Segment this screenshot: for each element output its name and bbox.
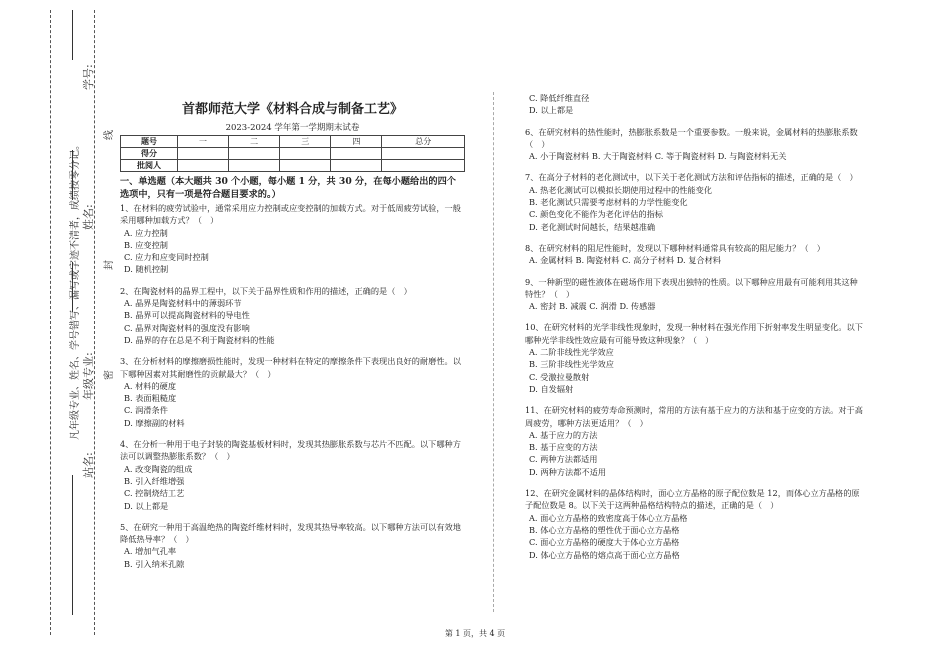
- question-gap: [525, 267, 865, 276]
- question: [120, 355, 465, 429]
- question-stem: 8、在研究材料的阻尼性能时，发现以下哪种材料通常具有较高的阻尼能力？（ ）: [525, 242, 825, 253]
- answer-option[interactable]: C. 润滑条件: [124, 405, 168, 416]
- answer-option[interactable]: C. 控制烧结工艺: [124, 488, 185, 499]
- question: [525, 321, 865, 395]
- page-footer: 第 1 页，共 4 页: [444, 629, 506, 638]
- answer-option[interactable]: D. 晶界的存在总是不利于陶瓷材料的性能: [124, 334, 275, 345]
- question: [525, 276, 865, 313]
- question: [120, 202, 465, 276]
- question: [120, 285, 465, 346]
- grader-cell[interactable]: [382, 160, 465, 172]
- answer-option[interactable]: A. 密封 B. 减震 C. 润滑 D. 传感器: [529, 301, 656, 312]
- question-stem: 5、在研究一种用于高温绝热的陶瓷纤维材料时，发现其热导率较高。以下哪种方法可以有效地降低热导率？（ ）: [120, 521, 461, 545]
- question-gap: [120, 346, 465, 355]
- score-cell[interactable]: [382, 148, 465, 160]
- score-table: [120, 135, 465, 172]
- score-header-cell: 三: [280, 136, 331, 148]
- score-row-label: 得分: [121, 148, 178, 160]
- score-table-header: [121, 136, 465, 148]
- score-header-cell: 总分: [382, 136, 465, 148]
- answer-option[interactable]: A. 增加气孔率: [124, 546, 177, 557]
- answer-option[interactable]: A. 基于应力的方法: [529, 429, 598, 440]
- label-site: 站名:: [82, 452, 95, 478]
- question-gap: [525, 117, 865, 126]
- answer-option[interactable]: D. 以上都是: [124, 500, 169, 511]
- answer-option[interactable]: D. 老化测试时间越长，结果越准确: [529, 221, 656, 232]
- answer-option[interactable]: C. 面心立方晶格的硬度大于体心立方晶格: [529, 537, 680, 548]
- answer-option[interactable]: B. 晶界可以提高陶瓷材料的导电性: [124, 310, 250, 321]
- question: [525, 487, 865, 561]
- answer-option[interactable]: B. 引入纤维增强: [124, 475, 185, 486]
- answer-option[interactable]: B. 引入纳米孔隙: [124, 558, 185, 569]
- question-stem: 6、在研究材料的热性能时，热膨胀系数是一个重要参数。一般来说，金属材料的热膨胀系数（ ）: [525, 126, 858, 149]
- grader-cell[interactable]: [178, 160, 229, 172]
- question: [525, 92, 865, 117]
- binding-instruction: 凡年级专业、姓名、学号错写、漏写或字迹不清者，成绩按零分记。: [70, 140, 81, 440]
- question-gap: [525, 312, 865, 321]
- seal-mark-secret: 密: [104, 370, 115, 380]
- answer-option[interactable]: D. 两种方法都不适用: [529, 466, 606, 477]
- score-header-cell: 题号: [121, 136, 178, 148]
- binding-margin: [0, 0, 115, 672]
- grader-cell[interactable]: [229, 160, 280, 172]
- student-id-underline: [72, 10, 73, 60]
- exam-title: 首都师范大学《材料合成与制备工艺》: [181, 102, 403, 117]
- question: [120, 438, 465, 512]
- question-gap: [120, 512, 465, 521]
- label-major: 年级专业:: [82, 352, 95, 400]
- exam-subtitle: 2023-2024 学年第一学期期末试卷: [225, 123, 360, 133]
- answer-option[interactable]: B. 体心立方晶格的塑性优于面心立方晶格: [529, 524, 680, 535]
- question-stem: 4、在分析一种用于电子封装的陶瓷基板材料时，发现其热膨胀系数与芯片不匹配。以下哪种方法可以调整热膨胀系数？（ ）: [120, 439, 461, 462]
- left-column: [120, 92, 465, 570]
- question-stem: 10、在研究材料的光学非线性现象时，发现一种材料在强光作用下折射率发生明显变化。以下哪种光学非线性效应最有可能导致这种现象？（ ）: [525, 322, 863, 345]
- binding-dash-line: [94, 10, 95, 635]
- answer-option[interactable]: D. 摩擦副的材料: [124, 417, 185, 428]
- answer-option[interactable]: D. 随机控制: [124, 264, 169, 275]
- score-cell[interactable]: [178, 148, 229, 160]
- label-name: 姓名:: [82, 204, 95, 230]
- question-stem: 11、在研究材料的疲劳寿命预测时，常用的方法有基于应力的方法和基于应变的方法。对于高周疲劳，哪种方法更适用？（ ）: [525, 405, 863, 428]
- answer-option[interactable]: C. 降低纤维直径: [529, 93, 590, 103]
- site-underline: [72, 475, 73, 615]
- seal-mark-seal: 封: [104, 260, 115, 270]
- question: [525, 242, 865, 267]
- answer-option[interactable]: A. 改变陶瓷的组成: [124, 463, 193, 474]
- question: [120, 521, 465, 570]
- question-gap: [525, 395, 865, 404]
- answer-option[interactable]: C. 晶界对陶瓷材料的强度没有影响: [124, 322, 250, 333]
- question-stem: 1、在材料的疲劳试验中，通常采用应力控制或应变控制的加载方式。对于低周疲劳试验，一般采用哪种加载方式？（ ）: [120, 203, 461, 226]
- grader-cell[interactable]: [331, 160, 382, 172]
- answer-option[interactable]: A. 热老化测试可以模拟长期使用过程中的性能变化: [529, 184, 713, 195]
- answer-option[interactable]: A. 二阶非线性光学效应: [529, 347, 614, 358]
- answer-option[interactable]: C. 颜色变化不能作为老化评估的指标: [529, 209, 663, 220]
- answer-option[interactable]: D. 自发辐射: [529, 383, 574, 394]
- score-cell[interactable]: [331, 148, 382, 160]
- answer-option[interactable]: D. 以上都是: [529, 105, 574, 116]
- answer-option[interactable]: B. 老化测试只需要考虑材料的力学性能变化: [529, 197, 688, 208]
- grader-cell[interactable]: [280, 160, 331, 172]
- left-question-list: [120, 202, 465, 570]
- column-divider: [493, 92, 494, 612]
- answer-option[interactable]: B. 应变控制: [124, 239, 168, 250]
- question-gap: [525, 233, 865, 242]
- question-gap: [120, 429, 465, 438]
- question: [525, 171, 865, 232]
- question: [525, 126, 865, 163]
- score-cell[interactable]: [229, 148, 280, 160]
- answer-option[interactable]: A. 应力控制: [124, 227, 168, 238]
- seal-mark-line: 线: [104, 130, 115, 140]
- answer-option[interactable]: C. 两种方法都适用: [529, 454, 598, 465]
- answer-option[interactable]: C. 受激拉曼散射: [529, 371, 590, 382]
- score-row: [121, 148, 465, 160]
- answer-option[interactable]: B. 基于应变的方法: [529, 442, 598, 453]
- score-header-cell: 一: [178, 136, 229, 148]
- question-stem: 2、在陶瓷材料的晶界工程中，以下关于晶界性质和作用的描述，正确的是（ ）: [120, 285, 412, 296]
- answer-option[interactable]: D. 体心立方晶格的熔点高于面心立方晶格: [529, 549, 680, 560]
- question-gap: [525, 162, 865, 171]
- answer-option[interactable]: A. 面心立方晶格的致密度高于体心立方晶格: [529, 512, 688, 523]
- answer-option[interactable]: A. 晶界是陶瓷材料中的薄弱环节: [124, 298, 242, 309]
- grader-row: [121, 160, 465, 172]
- score-cell[interactable]: [280, 148, 331, 160]
- right-question-list: [525, 92, 865, 561]
- answer-option[interactable]: B. 表面粗糙度: [124, 393, 177, 404]
- answer-option[interactable]: A. 材料的硬度: [124, 380, 177, 391]
- question-stem: 9、一种新型的磁性液体在磁场作用下表现出独特的性质。以下哪种应用最有可能利用其这种特性？（ ）: [525, 276, 858, 299]
- question-stem: 12、在研究金属材料的晶体结构时，面心立方晶格的原子配位数是 12，而体心立方晶格的原子配位数是 8。以下关于这两种晶格结构特点的描述，正确的是（ ）: [525, 488, 860, 511]
- binding-dash-line-inner: [50, 10, 51, 635]
- score-header-cell: 二: [229, 136, 280, 148]
- question-gap: [525, 478, 865, 487]
- answer-option[interactable]: A. 小于陶瓷材料 B. 大于陶瓷材料 C. 等于陶瓷材料 D. 与陶瓷材料无关: [529, 151, 787, 162]
- question-stem: 7、在高分子材料的老化测试中，以下关于老化测试方法和评估指标的描述，正确的是（ ）: [525, 172, 858, 183]
- score-header-cell: 四: [331, 136, 382, 148]
- right-column: [525, 92, 865, 561]
- answer-option[interactable]: A. 金属材料 B. 陶瓷材料 C. 高分子材料 D. 复合材料: [529, 255, 721, 266]
- answer-option[interactable]: C. 应力和应变同时控制: [124, 252, 209, 263]
- label-student-id: 学号:: [82, 64, 95, 90]
- question: [525, 404, 865, 478]
- grader-row-label: 批阅人: [121, 160, 178, 172]
- answer-option[interactable]: B. 三阶非线性光学效应: [529, 359, 614, 370]
- section-title: 一、单选题（本大题共 30 个小题，每小题 1 分，共 30 分，在每小题给出的四个选项中，只有一项是符合题目要求的。）: [120, 176, 456, 200]
- question-gap: [120, 276, 465, 285]
- question-stem: 3、在分析材料的摩擦磨损性能时，发现一种材料在特定的摩擦条件下表现出良好的耐磨性。以下哪种因素对其耐磨性的贡献最大？（ ）: [120, 356, 461, 379]
